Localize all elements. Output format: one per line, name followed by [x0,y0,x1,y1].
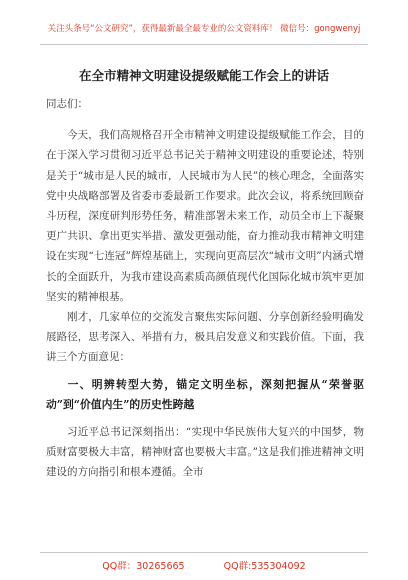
section-heading-1: 一、明辨转型大势，锚定文明坐标，深刻把握从“荣誉驱动”到“价值内生”的历史性跨越 [46,377,364,411]
document-body [46,94,364,482]
footer-qq-group-1: QQ群：30265665 [102,561,185,572]
salutation: 同志们： [46,98,88,110]
footer-divider [40,552,368,553]
footer [0,558,408,572]
document-title: 在全市精神文明建设提级赋能工作会上的讲话 [78,68,329,83]
paragraph-section-1: 习近平总书记深刻指出：“实现中华民族伟大复兴的中国梦，物质财富要极大丰富，精神财富也要极大丰富。”这是我们推进精神文明建设的方向指引和根本遵循。全市 [46,425,364,479]
header-promo-note: 关注头条号“公文研究”，获得最新最全最专业的公文资料库！ 微信号：gongwenyj [47,24,361,34]
paragraph-transition: 刚才，几家单位的交流发言聚焦实际问题、分享创新经验明确发展路径，思考深入、举措有力，极具启发意义和实践价值。下面，我讲三个方面意见： [46,311,364,364]
header-divider [40,44,368,45]
footer-qq-group-2: QQ群:535304092 [223,561,306,572]
paragraph-intro: 今天，我们高规格召开全市精神文明建设提级赋能工作会，目的在于深入学习贯彻习近平总书记关于精神文明建设的重要论述，特别是关于“城市是人民的城市，人民城市为人民”的核心理念，全面落实党中央战略部署及省委市委最新工作要求。此次会议，将系统回顾奋斗历程，深度研判形势任务，精准部署未来工作，动员全市上下凝聚更广共识、拿出更实举措、激发更强动能，奋力推动我市精神文明建设在实现“七连冠”辉煌基础上，实现向更高层次“城市文明”内涵式增长的全面跃升，为我市建设高素质高颜值现代化国际化城市筑牢更加坚实的精神根基。 [46,129,364,303]
